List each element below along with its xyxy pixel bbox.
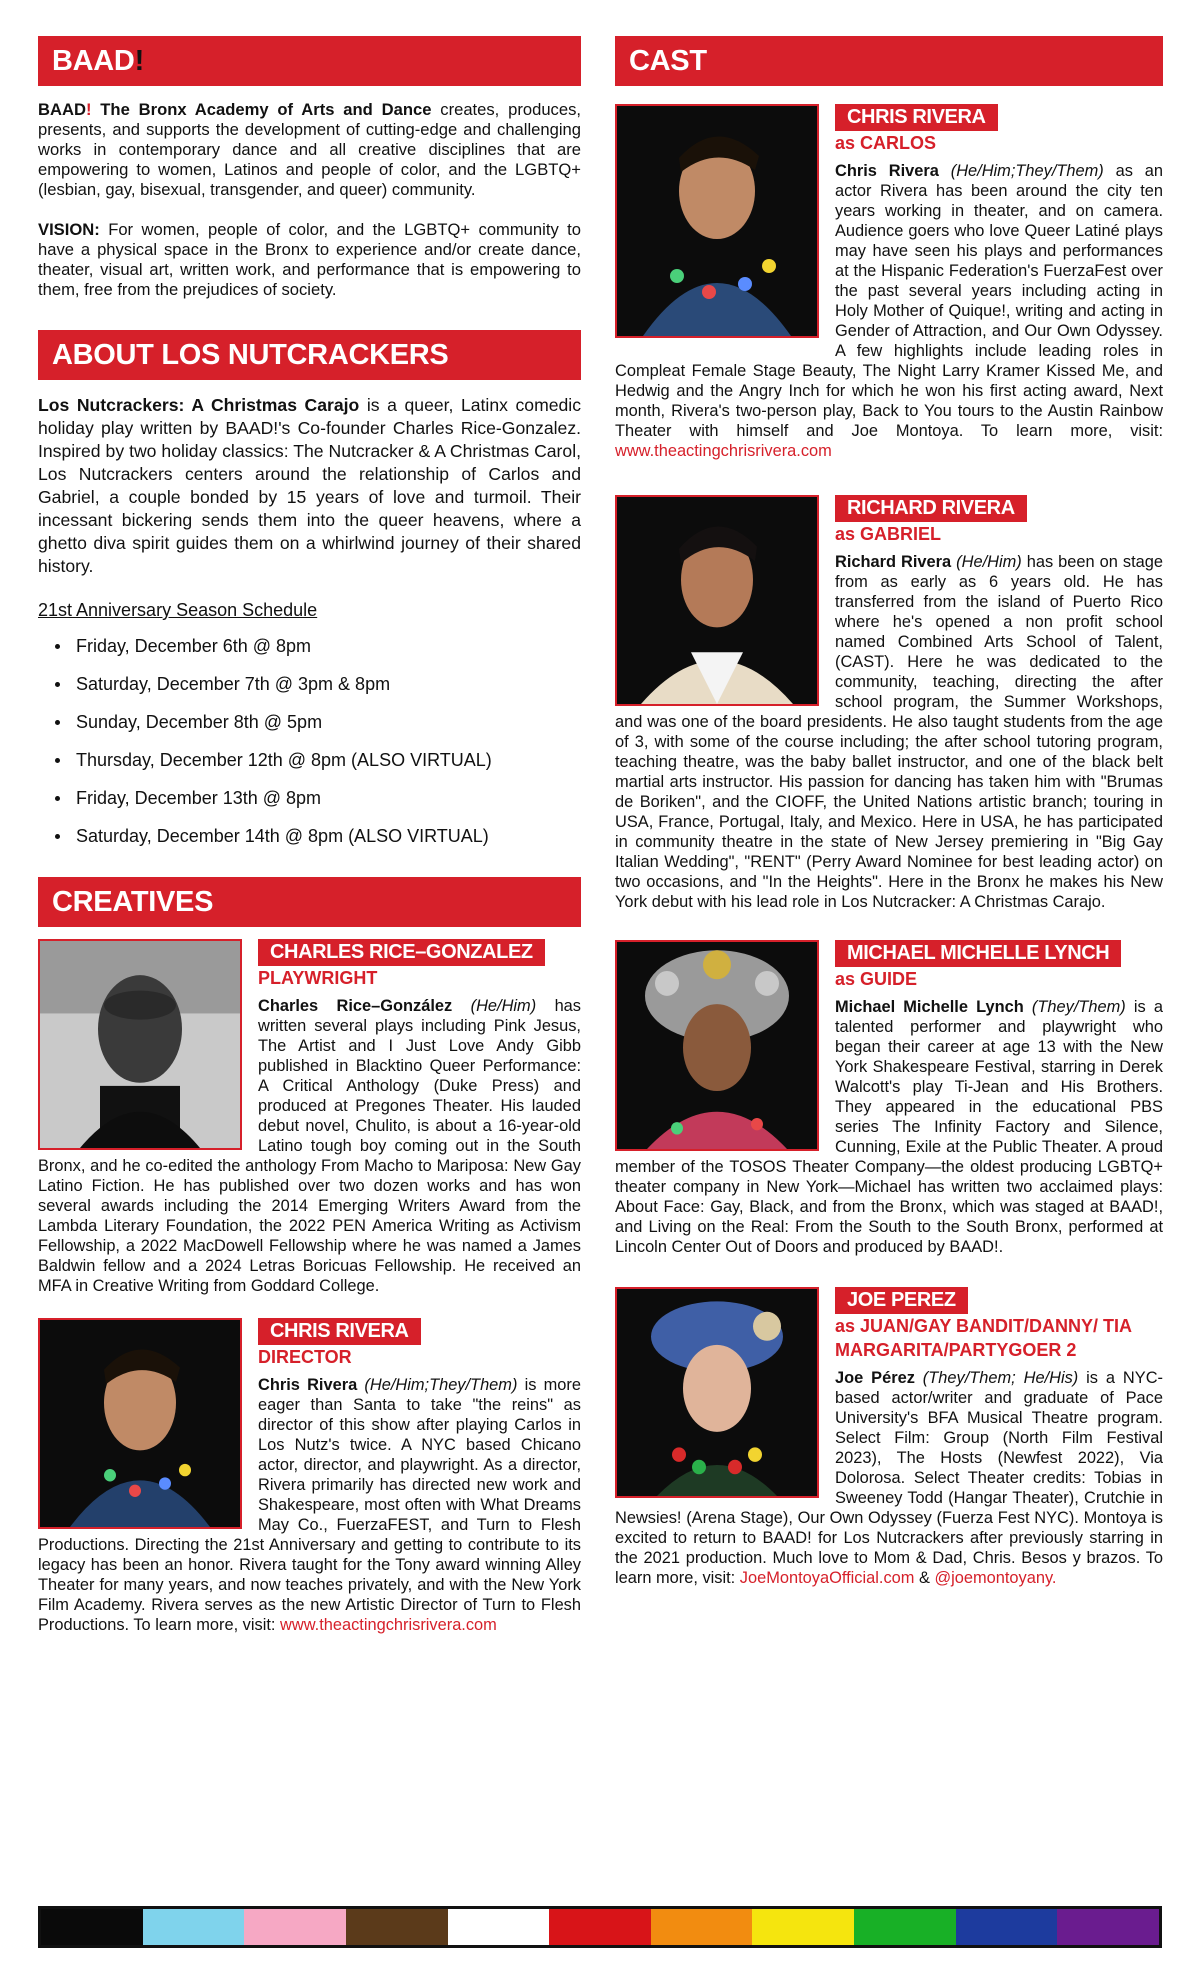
richard-role: as GABRIEL [835, 524, 942, 544]
chris-director-website-link[interactable]: www.theactingchrisrivera.com [280, 1616, 497, 1634]
baad-banner-bang: ! [134, 45, 144, 77]
flag-stripe [956, 1909, 1058, 1945]
schedule-item [38, 665, 581, 703]
baad-banner-title: BAAD [52, 45, 135, 77]
schedule-item [38, 703, 581, 741]
flag-stripe [651, 1909, 753, 1945]
joe-role: as JUAN/GAY BANDIT/DANNY/ TIA MARGARITA/PARTYGOER 2 [835, 1316, 1132, 1360]
richard-bio-text: has been on stage from as early as 6 years old. He has transferred from the island of Puerto Rico where he's opened a non profit school named Combined Arts School of Talent, (CAST). Here he was dedicated to the community, teaching, directing the after school program, the Summer Workshops, and was one of the board presidents. He also taught students from the age of 3, with some of the course including; the after school tutoring program, teaching theatre, was the baby ballet instructor, and one of the black belt martial arts instructor. His passion for dancing has taken him with "Brumas de Boriken", and the CIOFF, the United Nations artistic branch; touring in USA, France, Portugal, Italy, and Mexico. Here in USA, he has participated in community theatre in the state of New Jersey premiering in "Big Gay Italian Wedding", "RENT" (Perry Award Nominee for best leading actor) on two occasions, and "In the Heights". Here in the Bronx he makes his New York debut with his lead role in Los Nutcracker: A Christmas Carajo. [615, 553, 1164, 911]
michael-pronouns: (They/Them) [1023, 998, 1126, 1016]
chris-cast-bio-name: Chris Rivera [835, 162, 939, 180]
baad-intro-org-bang: ! [85, 100, 92, 119]
chris-director-bio-text: is more eager than Santa to take "the reins" as director of this show after playing Carlos in Los Nutz's twice. A NYC based Chicano actor, director, and playwright. As a director, Rivera primarily has directed new work and Shakespeare, most often with What Dreams May Co., FuerzaFEST, and Turn to Flesh Productions. Directing the 21st Anniversary and getting to contribute to its legacy has been an honor. Rivera taught for the Tony award winning Alley Theater for many years, and now teaches privately, and with the New York Film Academy. Rivera serves as the new Artistic Director of Turn to Flesh Productions. To learn more, visit: [38, 1376, 581, 1634]
schedule-list [38, 627, 581, 855]
joe-pronouns: (They/Them; He/His) [914, 1369, 1079, 1387]
chris-director-bio-name: Chris Rivera [258, 1376, 358, 1394]
flag-stripe [143, 1909, 245, 1945]
baad-intro-text: creates, produces, presents, and supports the development of cutting-edge and challenging works in contemporary dance and all creative disciplines that are empowering to women, Latinos and people of color, and the LGBTQ+ (lesbian, gay, bisexual, transgender, and queer) community. [38, 100, 581, 199]
joe-bio-name: Joe Pérez [835, 1369, 915, 1387]
schedule-item [38, 817, 581, 855]
cast-richard [615, 495, 1163, 912]
joe-bio-text: is a NYC-based actor/writer and graduate of Pace University's BFA Musical Theatre program. Select Film: Group (North Film Festival 2023), The Hosts (Newfest 2022), Via Dolorosa. Select Theater credits: Tobias in Sweeney Todd (Hangar Theater), Crutchie in Newsies! (Arena Stage), Our Own Odyssey (Fuerza Fest NYC). Montoya is excited to return to BAAD! for Los Nutcrackers after previously starring in the 2021 production. Much love to Mom & Dad, Chris. Besos y brazos. To learn more, visit: [615, 1369, 1163, 1587]
charles-role: PLAYWRIGHT [258, 968, 378, 988]
about-paragraph [38, 394, 581, 578]
richard-photo [615, 495, 819, 706]
charles-bio-name: Charles Rice–González [258, 997, 453, 1015]
bullet-icon [55, 834, 60, 839]
flag-stripe [244, 1909, 346, 1945]
michael-name-tag: MICHAEL MICHELLE LYNCH [835, 940, 1121, 967]
baad-intro-org-b: The Bronx Academy of Arts and Dance [91, 100, 432, 119]
cast-joe [615, 1287, 1163, 1588]
schedule-item-text: Friday, December 6th @ 8pm [76, 636, 312, 656]
pride-flag-stripe [38, 1906, 1162, 1948]
michael-bio-text: is a talented performer and playwright who began their career at age 13 with the New York Shakespeare Festival, starring in Derek Walcott's play Ti-Jean and His Brothers. They appeared in the educational PBS series The Infinity Factory and Silence, Cunning, Exile at the Public Theater. A proud member of the TOSOS Theater Company—the oldest producing LGBTQ+ theater company in New York—Michael has written two acclaimed plays: About Face: Gay, Black, and from the Bronx, which was staged at BAAD!, and Living on the Real: From the South to the South Bronx, performed at Lincoln Center Out of Doors and produced by BAAD!. [615, 998, 1163, 1256]
left-column [38, 36, 581, 1635]
bullet-icon [55, 758, 60, 763]
about-title: Los Nutcrackers: A Christmas Carajo [38, 395, 360, 415]
cast-chris [615, 104, 1163, 461]
joe-photo [615, 1287, 819, 1498]
chris-director-photo [38, 1318, 242, 1529]
chris-cast-bio-text: as an actor Rivera has been around the city ten years working in theater, and on camera. Audience goers who love Queer Latiné plays may have seen his plays and performances at the Hispanic Federation's FuerzaFest over the past several years including acting in Holy Mother of Quique!, writing and acting in Gender of Attraction, and Our Own Odyssey. A few highlights include leading roles in Compleat Female Stage Beauty, The Night Larry Kramer Kissed Me, and Hedwig and the Angry Inch for which he won his first acting award, Next month, Rivera's two-person play, Back to You tours to the Austin Rainbow Theater with himself and Joe Montoya. To learn more, visit: [615, 162, 1163, 440]
creatives-banner: CREATIVES [38, 877, 581, 927]
richard-name-tag: RICHARD RIVERA [835, 495, 1027, 522]
michael-role: as GUIDE [835, 969, 918, 989]
charles-photo [38, 939, 242, 1150]
richard-bio-name: Richard Rivera [835, 553, 952, 571]
bullet-icon [55, 720, 60, 725]
flag-stripe [448, 1909, 550, 1945]
creative-charles [38, 939, 581, 1296]
flag-stripe [854, 1909, 956, 1945]
schedule-item [38, 627, 581, 665]
baad-intro-org-a: BAAD [38, 100, 86, 119]
schedule-item-text: Sunday, December 8th @ 5pm [76, 712, 323, 732]
bullet-icon [55, 796, 60, 801]
charles-bio-text: has written several plays including Pink Jesus, The Artist and I Just Love Andy Gibb published in Blacktino Queer Performance: A Critical Anthology (Duke Press) and produced at Pregones Theater. His lauded debut novel, Chulito, is about a 16-year-old Latino tough boy coming out in the South Bronx, and he co-edited the anthology From Macho to Mariposa: New Gay Latino Fiction. He has published over two dozen works and has won several awards including the 2014 Emerging Writers Award from the Lambda Literary Foundation, the 2022 PEN America Writing as Activism Fellowship, a 2022 MacDowell Fellowship where he was named a James Baldwin fellow and a 2024 Letras Boricuas Fellowship. He received an MFA in Creative Writing from Goddard College. [38, 997, 581, 1295]
bullet-icon [55, 682, 60, 687]
richard-pronouns: (He/Him) [951, 553, 1022, 571]
baad-banner [38, 36, 581, 86]
bullet-icon [55, 644, 60, 649]
flag-stripe [549, 1909, 651, 1945]
creative-chris [38, 1318, 581, 1635]
chris-cast-role: as CARLOS [835, 133, 937, 153]
schedule-item-text: Thursday, December 12th @ 8pm (ALSO VIRTUAL) [76, 750, 492, 770]
right-column [615, 36, 1163, 1588]
michael-photo [615, 940, 819, 1151]
cast-banner: CAST [615, 36, 1163, 86]
cast-michael [615, 940, 1163, 1257]
chris-cast-pronouns: (He/Him;They/Them) [938, 162, 1104, 180]
chris-cast-photo [615, 104, 819, 338]
chris-director-name-tag: CHRIS RIVERA [258, 1318, 421, 1345]
schedule-item-text: Saturday, December 14th @ 8pm (ALSO VIRTUAL) [76, 826, 489, 846]
joe-name-tag: JOE PEREZ [835, 1287, 968, 1314]
flag-stripe [1057, 1909, 1159, 1945]
flag-stripe [41, 1909, 143, 1945]
chris-cast-website-link[interactable]: www.theactingchrisrivera.com [615, 442, 832, 460]
chris-cast-name-tag: CHRIS RIVERA [835, 104, 998, 131]
vision-label: VISION: [38, 220, 100, 239]
charles-pronouns: (He/Him) [452, 997, 537, 1015]
about-text: is a queer, Latinx comedic holiday play written by BAAD!'s Co-founder Charles Rice-Gonzalez. Inspired by two holiday classics: The Nutcracker & A Christmas Carol, Los Nutcrackers centers around the relationship of Carlos and Gabriel, a couple bonded by 15 years of love and turmoil. Their incessant bickering sends them into the queer heavens, where a ghetto diva spirit guides them on a whirlwind journey of their shared history. [38, 395, 581, 576]
michael-bio-name: Michael Michelle Lynch [835, 998, 1024, 1016]
about-banner: ABOUT LOS NUTCRACKERS [38, 330, 581, 380]
baad-intro [38, 100, 581, 200]
schedule-item-text: Friday, December 13th @ 8pm [76, 788, 322, 808]
flag-stripe [752, 1909, 854, 1945]
chris-director-pronouns: (He/Him;They/Them) [357, 1376, 518, 1394]
schedule-item [38, 741, 581, 779]
schedule-item-text: Saturday, December 7th @ 3pm & 8pm [76, 674, 391, 694]
joe-link-joiner: & [914, 1569, 935, 1587]
charles-name-tag: CHARLES RICE–GONZALEZ [258, 939, 545, 966]
vision-text: For women, people of color, and the LGBTQ+ community to have a physical space in the Bronx to experience and/or create dance, theater, visual art, written work, and performance that is empowering to them, free from the prejudices of society. [38, 220, 581, 299]
flag-stripe [346, 1909, 448, 1945]
joe-website-link[interactable]: JoeMontoyaOfficial.com [739, 1569, 915, 1587]
baad-vision [38, 220, 581, 300]
schedule-item [38, 779, 581, 817]
joe-instagram-link[interactable]: @joemontoyany. [934, 1569, 1057, 1587]
schedule-title: 21st Anniversary Season Schedule [38, 600, 318, 620]
chris-director-role: DIRECTOR [258, 1347, 352, 1367]
